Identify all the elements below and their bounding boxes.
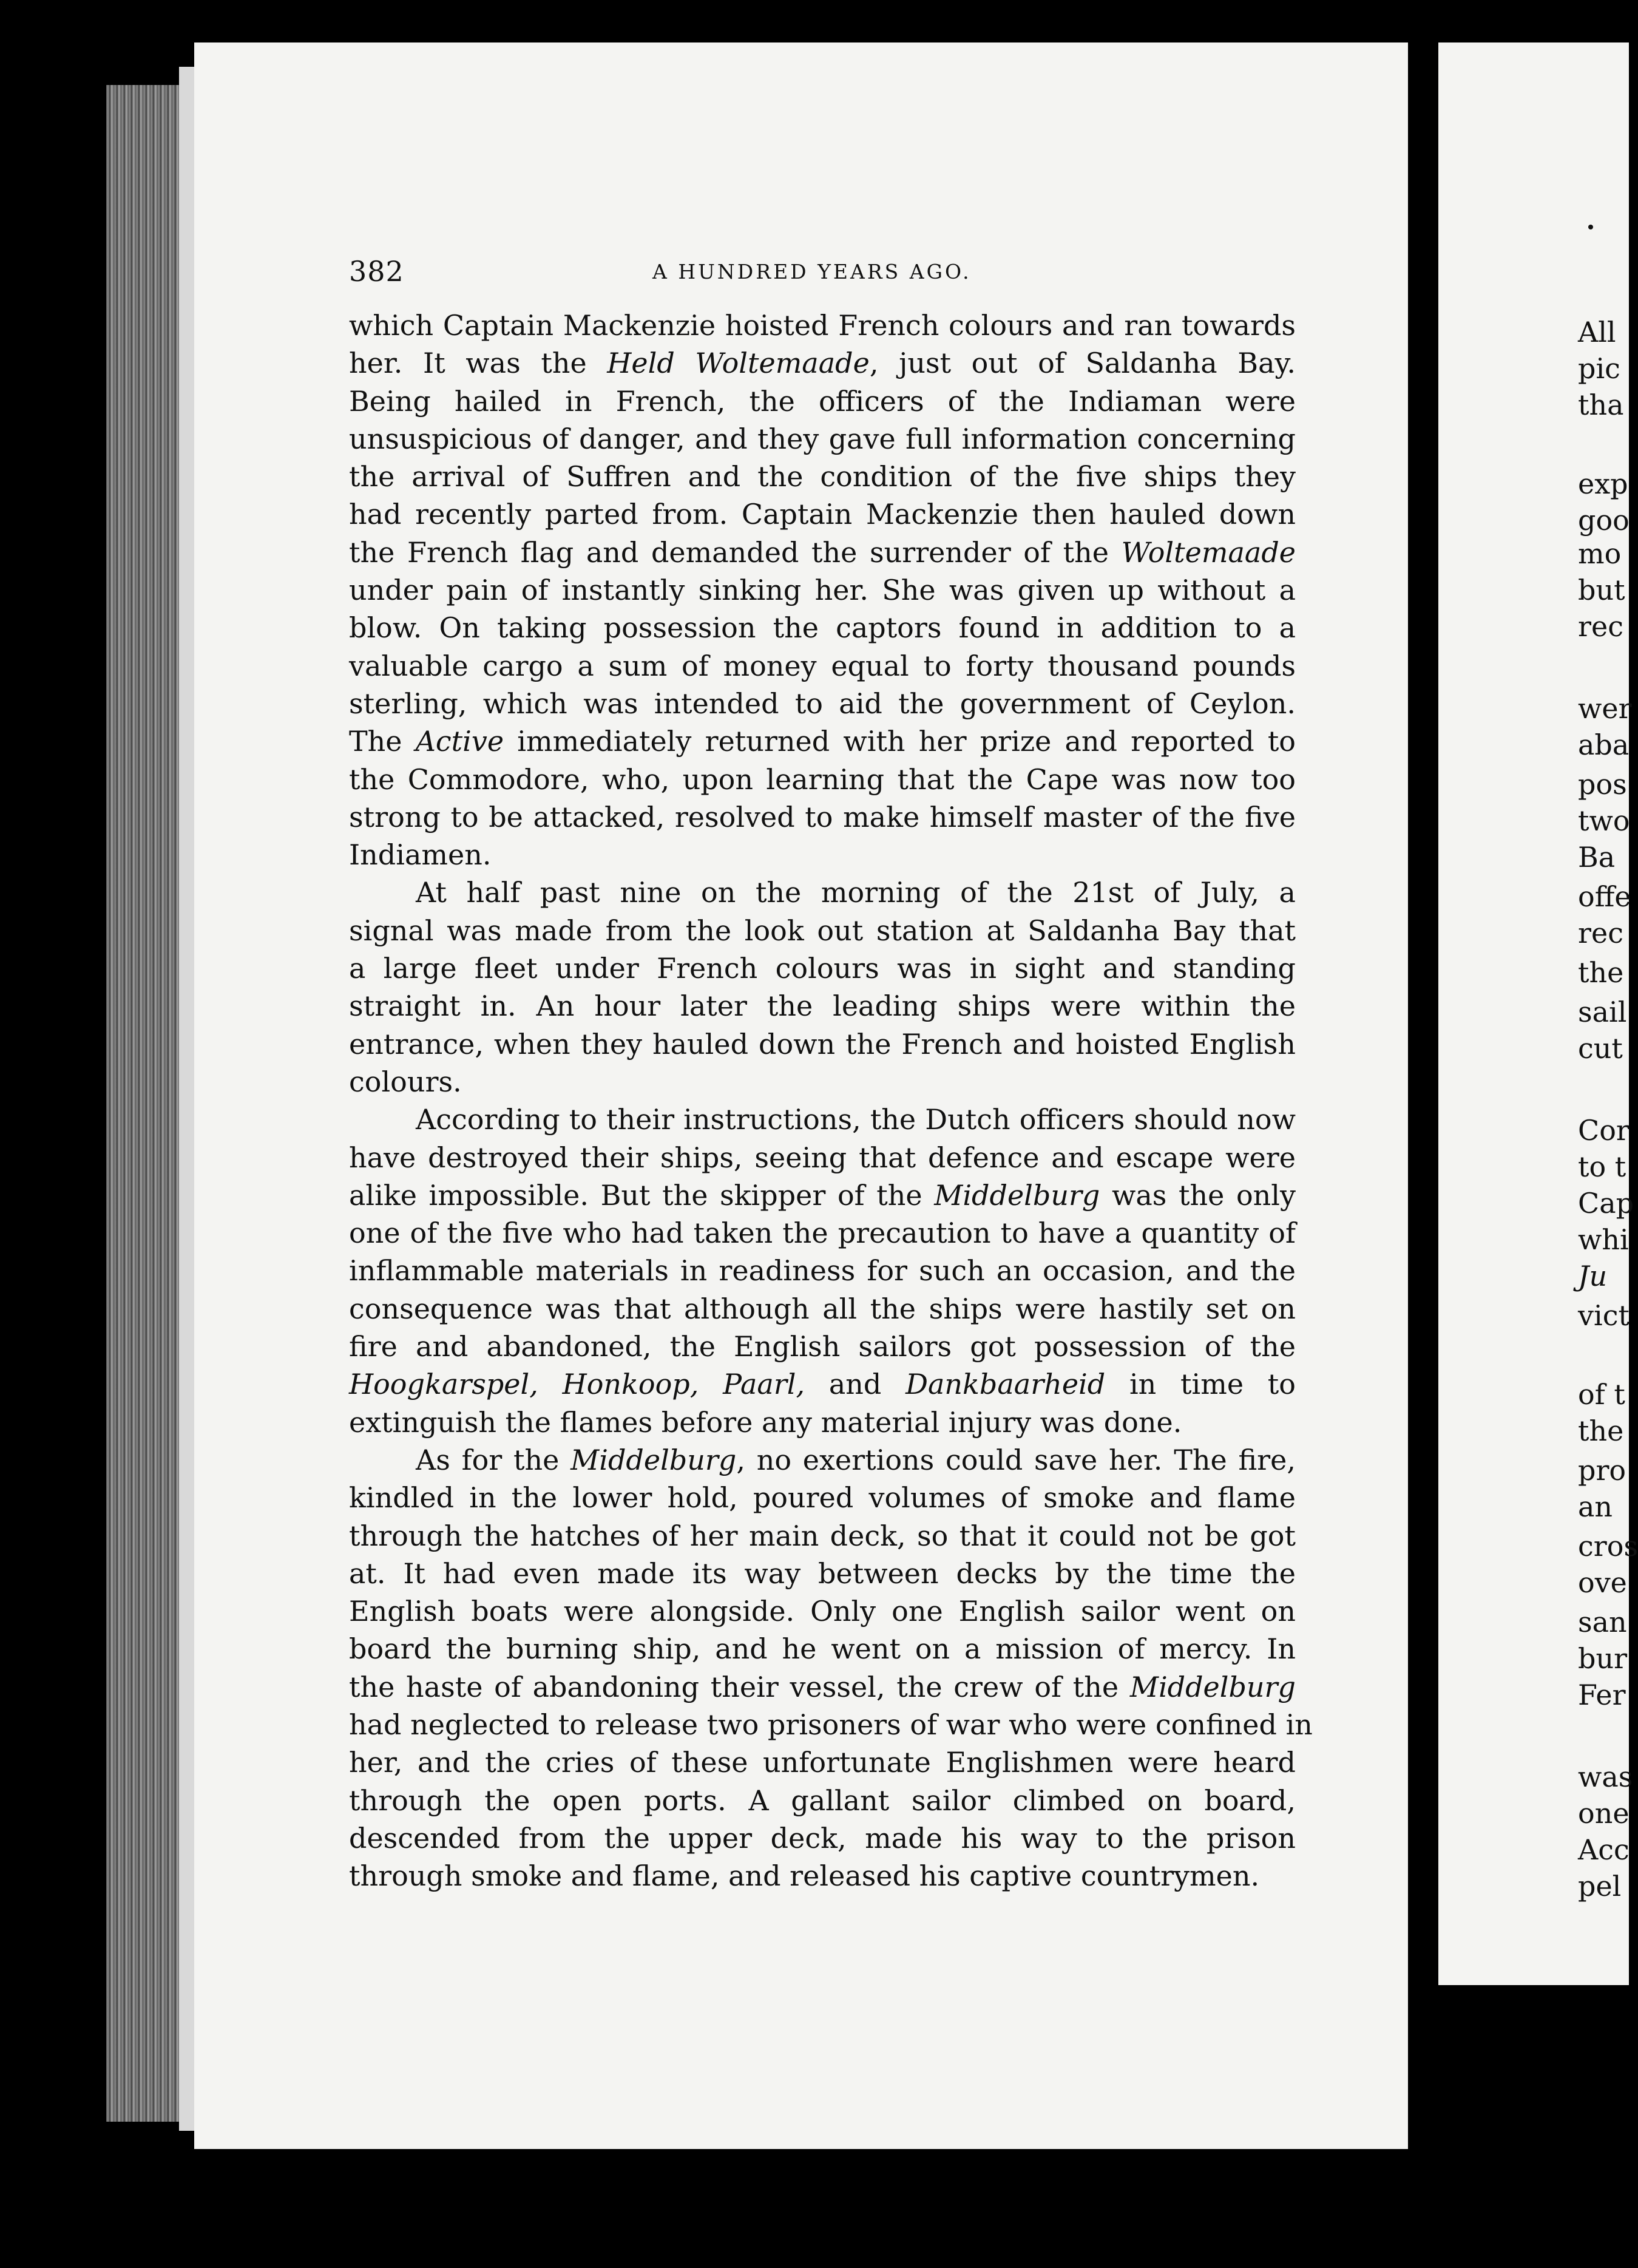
text-line: her, and the cries of these unfortunate Englishmen were heard <box>349 1746 1296 1779</box>
text-line <box>349 1365 1296 1403</box>
right-page-fragment: Cor <box>1578 1114 1630 1147</box>
text-line: have destroyed their ships, seeing that defence and escape were <box>349 1141 1296 1174</box>
text-line: According to their instructions, the Dutch officers should now <box>416 1103 1296 1136</box>
text-line: At half past nine on the morning of the 21st of July, a <box>416 876 1296 909</box>
right-page-fragment: Fer <box>1578 1679 1626 1711</box>
text-line: Being hailed in French, the officers of the Indiaman were <box>349 384 1296 418</box>
ink-dot <box>1588 225 1593 229</box>
text-line: valuable cargo a sum of money equal to forty thousand pounds <box>349 649 1296 682</box>
text-line <box>349 344 1296 382</box>
right-page-fragment: two <box>1578 804 1630 837</box>
right-page-fragment: Acc <box>1578 1833 1630 1866</box>
text-line: entrance, when they hauled down the French and hoisted English <box>349 1027 1296 1061</box>
right-page-fragment: offe <box>1578 880 1631 913</box>
text-line: consequence was that although all the ships were hastily set on <box>349 1292 1296 1325</box>
italic-ship-name: Active <box>415 725 504 758</box>
text-line: through smoke and flame, and released his captive countrymen. <box>349 1859 1260 1893</box>
right-page-fragment: pro <box>1578 1454 1626 1487</box>
text-line: descended from the upper deck, made his way to the prison <box>349 1821 1296 1855</box>
right-page-fragment: cros <box>1578 1530 1638 1563</box>
text-segment: in time to <box>1105 1368 1296 1401</box>
right-page-fragment: cut <box>1578 1032 1623 1065</box>
body-text <box>349 307 1313 1895</box>
right-page-fragment: pos <box>1578 768 1627 801</box>
text-line: fire and abandoned, the English sailors got possession of the <box>349 1330 1296 1363</box>
right-page-fragment: goo <box>1578 504 1630 537</box>
italic-ship-name: Middelburg <box>934 1178 1100 1212</box>
italic-ship-name: Middelburg <box>570 1443 737 1476</box>
text-line: which Captain Mackenzie hoisted French colours and ran towards <box>349 309 1296 342</box>
text-line <box>349 722 1296 760</box>
text-segment: , just out of Saldanha Bay. <box>869 347 1296 380</box>
text-segment: As for the <box>416 1443 571 1476</box>
right-page-fragment: aba <box>1578 728 1630 761</box>
right-page-fragment: was <box>1578 1760 1633 1793</box>
text-segment: her. It was the <box>349 347 607 380</box>
right-page-fragment: vict <box>1578 1299 1630 1332</box>
gutter <box>1408 24 1438 2210</box>
right-page-fragment: rec <box>1578 917 1623 949</box>
italic-ship-name: Middelburg <box>1129 1670 1296 1703</box>
italic-ship-name: Dankbaarheid <box>905 1368 1106 1401</box>
right-page-fragment: san <box>1578 1606 1627 1638</box>
text-line: board the burning ship, and he went on a mission of mercy. In <box>349 1632 1296 1666</box>
right-page-fragment: tha <box>1578 389 1624 421</box>
text-line: through the open ports. A gallant sailor climbed on board, <box>349 1784 1296 1817</box>
text-segment: immediately returned with her prize and reported to <box>504 725 1296 758</box>
right-page-fragment: but <box>1578 574 1625 606</box>
italic-ship-name: Woltemaade <box>1121 535 1296 569</box>
right-page-fragment: the <box>1578 956 1624 989</box>
right-page-fragment: mo <box>1578 537 1622 570</box>
page-number: 382 <box>349 255 404 288</box>
text-line: colours. <box>349 1065 462 1098</box>
right-page-fragment: one <box>1578 1797 1630 1830</box>
text-line: Indiamen. <box>349 838 492 872</box>
text-line: the Commodore, who, upon learning that the Cape was now too <box>349 762 1296 796</box>
text-line: a large fleet under French colours was in sight and standing <box>349 952 1296 985</box>
text-line: signal was made from the look out station at Saldanha Bay that <box>349 914 1296 947</box>
text-line: blow. On taking possession the captors found in addition to a <box>349 611 1296 645</box>
running-head <box>349 255 1296 291</box>
right-page-fragment: sail <box>1578 996 1627 1028</box>
text-line: straight in. An hour later the leading ships were within the <box>349 990 1296 1023</box>
text-line: English boats were alongside. Only one English sailor went on <box>349 1595 1296 1628</box>
text-line: sterling, which was intended to aid the government of Ceylon. <box>349 687 1296 720</box>
right-page-fragment: an <box>1578 1490 1613 1523</box>
text-line <box>349 1441 1296 1479</box>
text-segment: the haste of abandoning their vessel, the crew of the <box>349 1670 1130 1703</box>
text-line <box>349 1668 1296 1706</box>
right-page-fragment: pel <box>1578 1870 1622 1903</box>
text-segment: alike impossible. But the skipper of the <box>349 1178 935 1212</box>
right-page-fragment: whi <box>1578 1223 1629 1256</box>
right-page-fragment: the <box>1578 1414 1624 1447</box>
page-edges <box>106 85 179 2122</box>
text-line: kindled in the lower hold, poured volumes of smoke and flame <box>349 1481 1296 1515</box>
right-page-fragment: ove <box>1578 1566 1627 1599</box>
italic-ship-name: Held Woltemaade <box>607 347 870 380</box>
right-page-fragment: Ju <box>1578 1260 1608 1292</box>
italic-ship-name: Hoogkarspel, Honkoop, Paarl, <box>349 1368 805 1401</box>
text-line: unsuspicious of danger, and they gave full information concerning <box>349 422 1296 455</box>
right-page-fragment: to t <box>1578 1150 1626 1183</box>
text-line: inflammable materials in readiness for such an occasion, and the <box>349 1254 1296 1288</box>
text-line <box>349 534 1296 571</box>
text-segment: The <box>349 725 416 758</box>
right-page-fragment: rec <box>1578 610 1623 643</box>
text-segment: and <box>805 1368 906 1401</box>
text-line: had neglected to release two prisoners of war who were confined in <box>349 1708 1313 1741</box>
text-line: strong to be attacked, resolved to make himself master of the five <box>349 800 1296 834</box>
text-segment: was the only <box>1100 1178 1296 1212</box>
text-line: under pain of instantly sinking her. She was given up without a <box>349 574 1296 607</box>
text-line: extinguish the flames before any material injury was done. <box>349 1405 1182 1439</box>
right-page-fragment: All <box>1578 316 1616 348</box>
text-line: through the hatches of her main deck, so that it could not be got <box>349 1519 1296 1552</box>
text-segment: the French flag and demanded the surrender of the <box>349 535 1122 569</box>
text-line: at. It had even made its way between decks by the time the <box>349 1557 1296 1590</box>
text-line: the arrival of Suffren and the condition of the five ships they <box>349 460 1296 494</box>
text-line <box>349 1176 1296 1214</box>
running-title: A HUNDRED YEARS AGO. <box>652 260 972 284</box>
text-segment: , no exertions could save her. The fire, <box>736 1443 1296 1476</box>
text-line: one of the five who had taken the precaution to have a quantity of <box>349 1217 1296 1250</box>
right-page-fragment: Cap <box>1578 1187 1634 1220</box>
right-page-fragment: Ba <box>1578 841 1616 874</box>
right-page-fragment: wer <box>1578 692 1632 725</box>
right-page-fragment: exp <box>1578 467 1628 500</box>
right-page-fragment: of t <box>1578 1378 1625 1411</box>
text-line: had recently parted from. Captain Mackenzie then hauled down <box>349 498 1296 531</box>
right-page-fragment: bur <box>1578 1642 1628 1675</box>
right-page-fragment: pic <box>1578 352 1620 385</box>
